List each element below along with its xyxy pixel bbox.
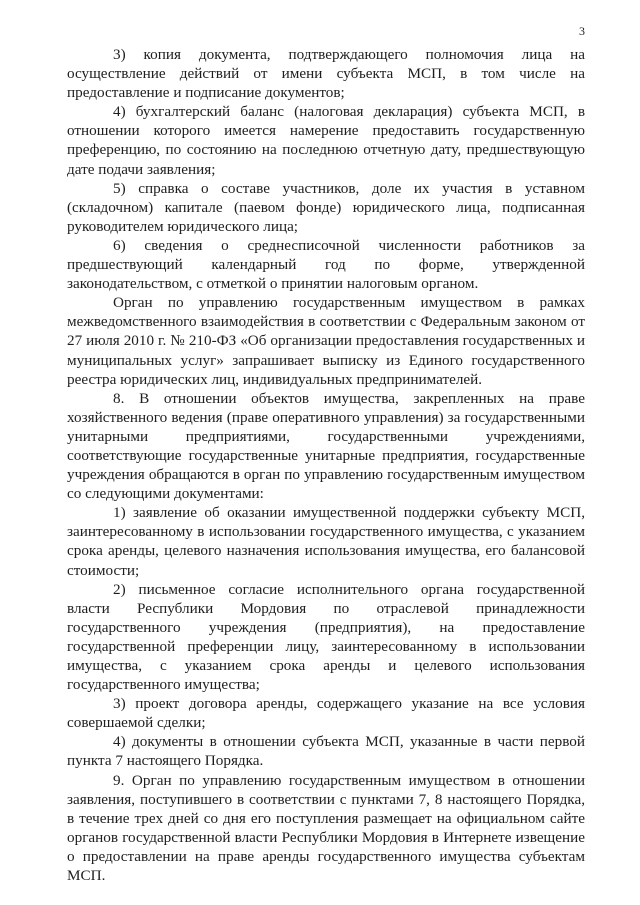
paragraph: 8. В отношении объектов имущества, закрепленных на праве хозяйственного ведения (праве оперативного управления) за государственными унитарными предприятиями, государственными учреждениями, соответствующие государственные унитарные предприятия, государственные учреждения обращаются в орган по управлению государственным имуществом со следующими документами: bbox=[67, 389, 585, 503]
paragraph: 9. Орган по управлению государственным имуществом в отношении заявления, поступившего в соответствии с пунктами 7, 8 настоящего Порядка, в течение трех дней со дня его поступления размещает на официальном сайте органов государственной власти Республики Мордовия в Интернете извещение о предоставлении на праве аренды государственного имущества субъектам МСП. bbox=[67, 771, 585, 885]
paragraph: 4) документы в отношении субъекта МСП, указанные в части первой пункта 7 настоящего Порядка. bbox=[67, 733, 585, 770]
page-number: 3 bbox=[579, 24, 585, 38]
paragraph: 3) проект договора аренды, содержащего указание на все условия совершаемой сделки; bbox=[67, 695, 585, 732]
paragraph: 4) бухгалтерский баланс (налоговая декларация) субъекта МСП, в отношении которого имеется намерение предоставить государственную преференцию, по состоянию на последнюю отчетную дату, предшествующую дате подачи заявления; bbox=[67, 103, 585, 178]
paragraph: Орган по управлению государственным имуществом в рамках межведомственного взаимодействия в соответствии с Федеральным законом от 27 июля 2010 г. № 210-ФЗ «Об организации предоставления государственных и муниципальных услуг» запрашивает выписку из Единого государственного реестра юридических лиц, индивидуальных предпринимателей. bbox=[67, 294, 585, 388]
paragraph: 3) копия документа, подтверждающего полномочия лица на осуществление действий от имени субъекта МСП, в том числе на предоставление и подписание документов; bbox=[67, 46, 585, 102]
paragraph: 1) заявление об оказании имущественной поддержки субъекту МСП, заинтересованному в использовании государственного имущества, с указанием срока аренды, целевого назначения использования имущества, его балансовой стоимости; bbox=[67, 504, 585, 579]
document-body bbox=[67, 45, 585, 885]
paragraph: 6) сведения о среднесписочной численности работников за предшествующий календарный год по форме, утвержденной законодательством, с отметкой о принятии налоговым органом. bbox=[67, 236, 585, 293]
paragraph: 2) письменное согласие исполнительного органа государственной власти Республики Мордовия по отраслевой принадлежности государственного учреждения (предприятия), на предоставление государственной преференции лицу, заинтересованному в использовании имущества, с указанием срока аренды и целевого использования государственного имущества; bbox=[67, 580, 585, 694]
paragraph: 5) справка о составе участников, доле их участия в уставном (складочном) капитале (паевом фонде) юридического лица, подписанная руководителем юридического лица; bbox=[67, 179, 585, 235]
